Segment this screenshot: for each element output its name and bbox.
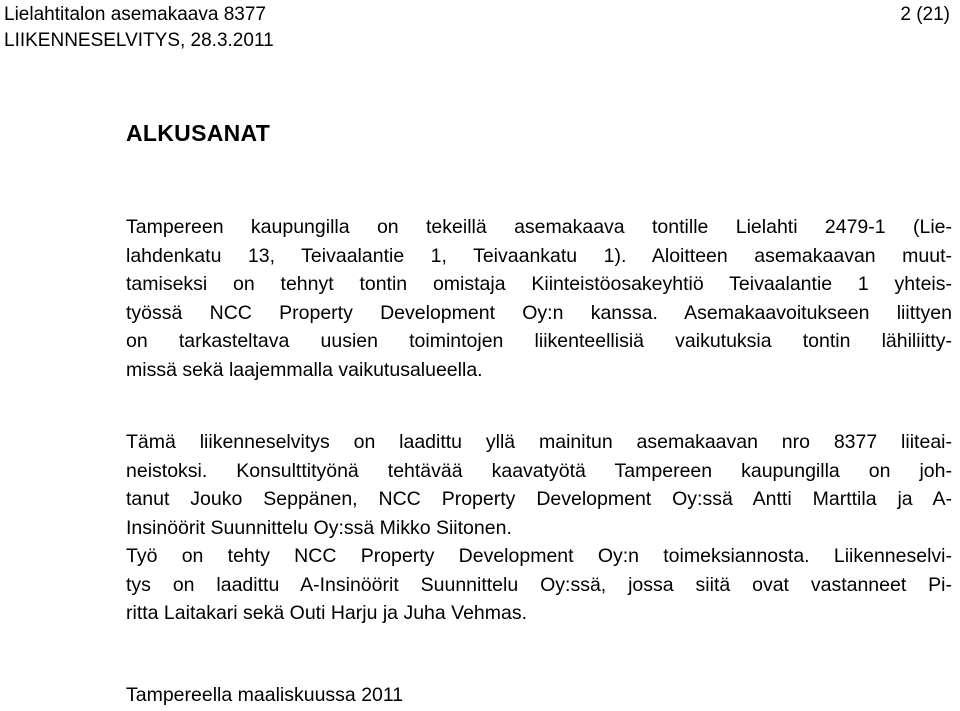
text-line: Insinöörit Suunnittelu Oy:ssä Mikko Siitonen. bbox=[126, 516, 512, 539]
text-line: ritta Laitakari sekä Outi Harju ja Juha Vehmas. bbox=[126, 602, 528, 625]
text-line: neistoksi. Konsulttityönä tehtävää kaavatyötä Tampereen kaupungilla on joh- bbox=[126, 459, 952, 482]
text-line: Työ on tehty NCC Property Development Oy:n toimeksiannosta. Liikenneselvi- bbox=[126, 545, 952, 567]
paragraph-scope bbox=[126, 428, 952, 542]
paragraph-commission bbox=[126, 542, 952, 628]
document-subtitle: LIIKENNESELVITYS, 28.3.2011 bbox=[4, 30, 274, 51]
document-title: Lielahtitalon asemakaava 8377 bbox=[4, 4, 266, 25]
section-heading: ALKUSANAT bbox=[126, 120, 271, 146]
text-line: työssä NCC Property Development Oy:n kanssa. Asemakaavoitukseen liittyen bbox=[126, 301, 952, 324]
signoff-place-date: Tampereella maaliskuussa 2011 bbox=[126, 684, 404, 706]
text-line: tys on laadittu A-Insinöörit Suunnittelu Oy:ssä, jossa siitä ovat vastanneet Pi- bbox=[126, 573, 952, 596]
paragraph-intro bbox=[126, 213, 952, 385]
text-line: Tämä liikenneselvitys on laadittu yllä mainitun asemakaavan nro 8377 liiteai- bbox=[126, 431, 952, 453]
text-line: missä sekä laajemmalla vaikutusalueella. bbox=[126, 358, 483, 381]
text-line: tanut Jouko Seppänen, NCC Property Development Oy:ssä Antti Marttila ja A- bbox=[126, 488, 952, 511]
text-line: tamiseksi on tehnyt tontin omistaja Kiinteistöosakeyhtiö Teivaalantie 1 yhteis- bbox=[126, 273, 952, 296]
text-line: lahdenkatu 13, Teivaalantie 1, Teivaankatu 1). Aloitteen asemakaavan muut- bbox=[126, 244, 952, 267]
text-line: Tampereen kaupungilla on tekeillä asemakaava tontille Lielahti 2479-1 (Lie- bbox=[126, 216, 952, 238]
text-line: on tarkasteltava uusien toimintojen liikenteellisiä vaikutuksia tontin lähiliitty- bbox=[126, 330, 952, 353]
page-number: 2 (21) bbox=[900, 4, 950, 25]
page-header bbox=[4, 2, 274, 54]
